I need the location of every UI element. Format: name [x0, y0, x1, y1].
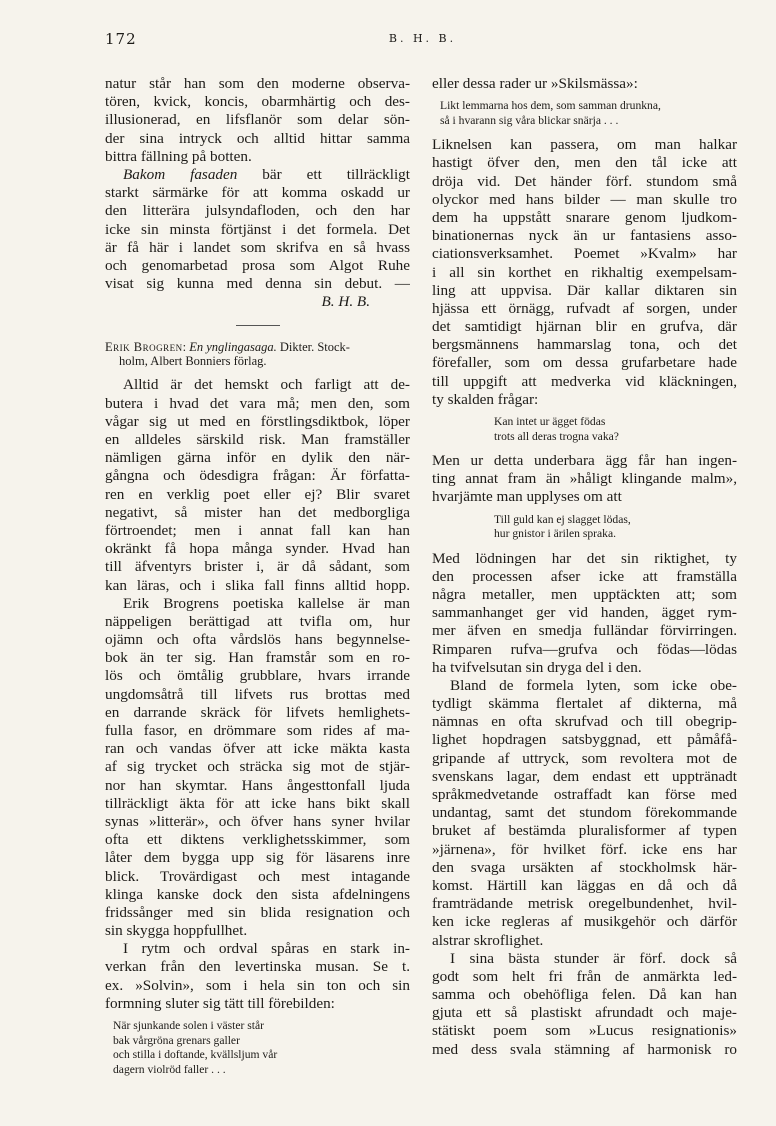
verse-line: Likt lemmarna hos dem, som samman drunkna, — [440, 99, 661, 113]
text-line: ojämn och ofta vårdslös hans begynnelse- — [105, 631, 410, 649]
text-line: en alldeles särskild risk. Man framställer — [105, 431, 410, 448]
text-line: fridssånger med sin blida resignation och — [105, 903, 410, 921]
text-line: ting annat fram än »håligt klingande malm», — [432, 470, 737, 488]
text-line: ex. »Solvin», som i hela sin ton och sin — [105, 976, 410, 994]
page-number: 172 — [105, 30, 137, 48]
verse-quote — [432, 513, 737, 542]
text-line: sammanhanget ger vid handen, ägget rym- — [432, 604, 737, 622]
text-line: ciationsverksamhet. Poemet »Kvalm» har — [432, 245, 737, 263]
text-line: formning sluter sig tätt till förebilden: — [105, 994, 335, 1012]
text-line: visat sig kunna med denna sin debut. — — [105, 275, 410, 293]
book-title: Bakom fasaden — [123, 165, 238, 183]
text-line: icke sin minsta förtjänst i det formela. Det — [105, 220, 410, 238]
text-line: af sig trycket och sträcka sig mot de stjär- — [105, 758, 410, 776]
paragraph-1 — [105, 75, 410, 166]
text-line: I rytm och ordval spåras en stark in- — [123, 940, 410, 958]
text-line: mer äfven en smedja fulländar förvirringen. — [432, 622, 737, 640]
review-line — [105, 340, 410, 354]
text-line: fulla fasor, en drömmare som rides af ma- — [105, 722, 410, 739]
text-line: ha tvifvelsutan sin dryga del i den. — [432, 658, 642, 676]
text-line: Liknelsen kan passera, om man halkar — [432, 136, 737, 154]
text-line: bok än ter sig. Han framstår som en ro- — [105, 649, 410, 667]
text-span: bär ett tillräckligt — [237, 165, 410, 183]
text-line: ty skalden frågar: — [432, 390, 539, 408]
paragraph-r3 — [432, 550, 737, 677]
text-line: Alltid är det hemskt och farligt att de- — [123, 376, 410, 394]
left-column — [105, 75, 410, 1085]
text-line: nämnas en ofta skrufvad och till obegrip- — [432, 713, 737, 731]
text-line: kan läras, och i slika fall finns alltid hopp. — [105, 576, 410, 594]
review-details: Dikter. Stock- — [276, 340, 350, 355]
text-line: ungdomsåtrå till lifvets rus brottas med — [105, 685, 410, 703]
text-line: ren en verklig poet eller ej? Blir svaret — [105, 485, 410, 503]
verse-line: dagern violröd faller . . . — [113, 1062, 226, 1076]
text-line: negativt, så mister han det medborgliga — [105, 503, 410, 521]
text-line: tören, kvick, koncis, obarmhärtig och des- — [105, 93, 410, 111]
text-line: Rimparen rufva—grufva och födas—lödas — [432, 640, 737, 658]
text-line: binationernas nyck än ur fantasiens asso- — [432, 227, 737, 245]
review-heading — [105, 340, 410, 368]
verse-line: bak vårgröna grenars galler — [113, 1033, 240, 1047]
text-line: bruket af bestämda pluralisformer af typen — [432, 822, 737, 840]
right-column — [432, 75, 737, 1059]
review-line: holm, Albert Bonniers förlag. — [119, 354, 267, 369]
text-line: ran och vandas öfver att icke mäkta kasta — [105, 740, 410, 758]
signature: B. H. B. — [321, 293, 370, 311]
text-line: verkan från den levertinska musan. Se t. — [105, 958, 410, 976]
text-line: der sina intryck och alltid hittar samma — [105, 129, 410, 147]
review-author: Erik Brogren — [105, 340, 183, 355]
text-line: olyckor med hans bilder — man skulle tro — [432, 190, 737, 208]
text-line: dem ha uppstått snarare genom ljudkom- — [432, 208, 737, 226]
text-line: gångna och ödesdigra frågan: Är författa- — [105, 467, 410, 485]
text-line: framträdande metrisk oregelbundenhet, hvil- — [432, 895, 737, 913]
text-line: dröja vid. Det händer förf. stundom små — [432, 172, 737, 190]
paragraph-4 — [105, 595, 410, 941]
text-line: bergsmännens hammarslag tona, och det — [432, 336, 737, 354]
text-line: natur står han som den moderne observa- — [105, 75, 410, 92]
verse-quote — [105, 1019, 410, 1077]
text-line: butera i hvad det vara må; men den, som — [105, 394, 410, 412]
text-line: gjuta ett så plastiskt afrundadt och maje- — [432, 1004, 737, 1022]
text-line: den litterära julsyndafloden, och den har — [105, 202, 410, 220]
text-line: ken icke regleras af musikgehör och därför — [432, 913, 737, 931]
verse-line: så i hvarann sig våra blickar snärja . . . — [440, 113, 619, 127]
text-line: Med lödningen har det sin riktighet, ty — [432, 549, 737, 567]
paragraph-r1 — [432, 136, 737, 409]
text-line: förtroendet; men i annat fall kan han — [105, 521, 410, 539]
paragraph-r2 — [432, 452, 737, 507]
text-line: språkmedvetande ostraffadt kan förse med — [432, 786, 737, 803]
text-line: svenskans lagar, dem endast ett upptränadt — [432, 767, 737, 785]
verse-line: och stilla i doftande, kvällsljum vår — [113, 1048, 278, 1061]
text-line: stätiskt poem som »Lucus resignationis» — [432, 1022, 737, 1040]
text-line: näppeligen berättigad att tvifla om, hur — [105, 612, 410, 630]
paragraph-5 — [105, 940, 410, 1013]
text-line: klinga kanske dock den sista afdelningens — [105, 885, 410, 903]
text-line: I sina bästa stunder är förf. dock så — [450, 949, 737, 967]
text-line: den svaga ursäkten af stockholmsk här- — [432, 858, 737, 876]
text-line: till uppgift att medverka vid kläckningen, — [432, 372, 737, 390]
text-line: undantag, samt det stundom förekommande — [432, 804, 737, 822]
text-line: eller dessa rader ur »Skilsmässa»: — [432, 75, 638, 92]
text-line: alstrar skroflighet. — [432, 931, 544, 949]
text-line: lös och ömtålig grubblare, hvars irrande — [105, 667, 410, 685]
text-line: tillräckligt äkta för att icke hans bikt skall — [105, 794, 410, 812]
verse-line: Till guld kan ej slagget lödas, — [494, 512, 631, 526]
text-line: den processen afser icke att framställa — [432, 567, 737, 585]
text-line: med dess svala stämning af harmonisk ro — [432, 1040, 737, 1058]
paragraph-r5 — [432, 950, 737, 1059]
text-line: samma och obehöfliga felen. Då kan han — [432, 986, 737, 1004]
section-divider — [236, 325, 280, 326]
verse-quote — [432, 415, 737, 444]
text-line: blick. Trovärdigast och mest intagande — [105, 867, 410, 885]
text-line: gripande af uttryck, som revoltera mot de — [432, 749, 737, 767]
text-line: och genomarbetad prosa som Algot Ruhe — [105, 256, 410, 274]
text-line: i all sin korthet en rikhaltig exempelsam- — [432, 263, 737, 281]
text-line: nämligen gärna inför en dylik den när- — [105, 449, 410, 467]
text-line: förefaller, som om dessa grufarbetare hade — [432, 354, 737, 372]
text-line: lighet hopdragen satsbyggnad, ett påmåfå- — [432, 731, 737, 749]
text-line: vågar sig ut med en förstlingsdiktbok, löper — [105, 412, 410, 430]
text-line: hvarjämte man upplyses om att — [432, 488, 622, 506]
paragraph-r4 — [432, 677, 737, 950]
verse-line: hur gnistor i ärilen spraka. — [494, 527, 617, 541]
text-line: synas »litterär», och öfver hans syner hvilar — [105, 812, 410, 830]
text-line: ofta ett diktens verklighetsskimmer, som — [105, 831, 410, 849]
review-sep: : — [182, 340, 190, 355]
paragraph-3 — [105, 376, 410, 594]
verse-line: Kan intet ur ägget födas — [494, 415, 606, 428]
text-line: godt som helt fri från de anmärkta led- — [432, 967, 737, 985]
text-line: komst. Härtill kan läggas en då och då — [432, 876, 737, 894]
text-line: illusionerad, en lifsflanör som delar sön- — [105, 111, 410, 129]
text-line: okränkt få hopa många synder. Hvad han — [105, 540, 410, 558]
paragraph-2 — [105, 166, 410, 312]
text-line — [105, 166, 410, 184]
text-line: hjässa ett örnägg, rufvadt af sorgen, under — [432, 299, 737, 317]
text-line: bittra fällning på botten. — [105, 147, 252, 165]
text-line: ling att uppvisa. Där kallar diktaren sin — [432, 281, 737, 299]
verse-line: trots all deras trogna vaka? — [494, 429, 619, 443]
review-title: En ynglingasaga. — [189, 340, 277, 355]
text-line: nor han skymtar. Hans ångesttonfall ljuda — [105, 776, 410, 794]
text-line: starkt särmärke för att komma oskadd ur — [105, 184, 410, 202]
verse-quote — [432, 99, 737, 128]
page-header — [105, 30, 740, 54]
verse-line: När sjunkande solen i väster står — [113, 1019, 264, 1032]
text-line: hastigt öfver den, men den tål icke att — [432, 154, 737, 172]
running-head: B. H. B. — [388, 32, 457, 45]
text-line: är få här i landet som skrifva en så hvass — [105, 238, 410, 256]
text-line: en darrande skräck för lifvets hemlighets- — [105, 703, 410, 721]
text-line: låter dem bygga upp sig för läsarens inre — [105, 849, 410, 867]
text-line: tydligt skämma flertalet af dikterna, må — [432, 695, 737, 713]
text-line: några metaller, men upptäckten att; som — [432, 585, 737, 603]
text-line: det samtidigt hjärnan blir en grufva, där — [432, 318, 737, 336]
text-line: sin skygga hoppfullhet. — [105, 922, 248, 940]
text-line: »järnena», för hvilket förf. icke ens har — [432, 840, 737, 858]
text-line: Erik Brogrens poetiska kallelse är man — [123, 594, 410, 612]
text-line: Men ur detta underbara ägg får han ingen- — [432, 452, 737, 469]
text-line: Bland de formela lyten, som icke obe- — [450, 676, 737, 694]
text-line: till äfventyrs brister i, är då sådant, som — [105, 558, 410, 576]
